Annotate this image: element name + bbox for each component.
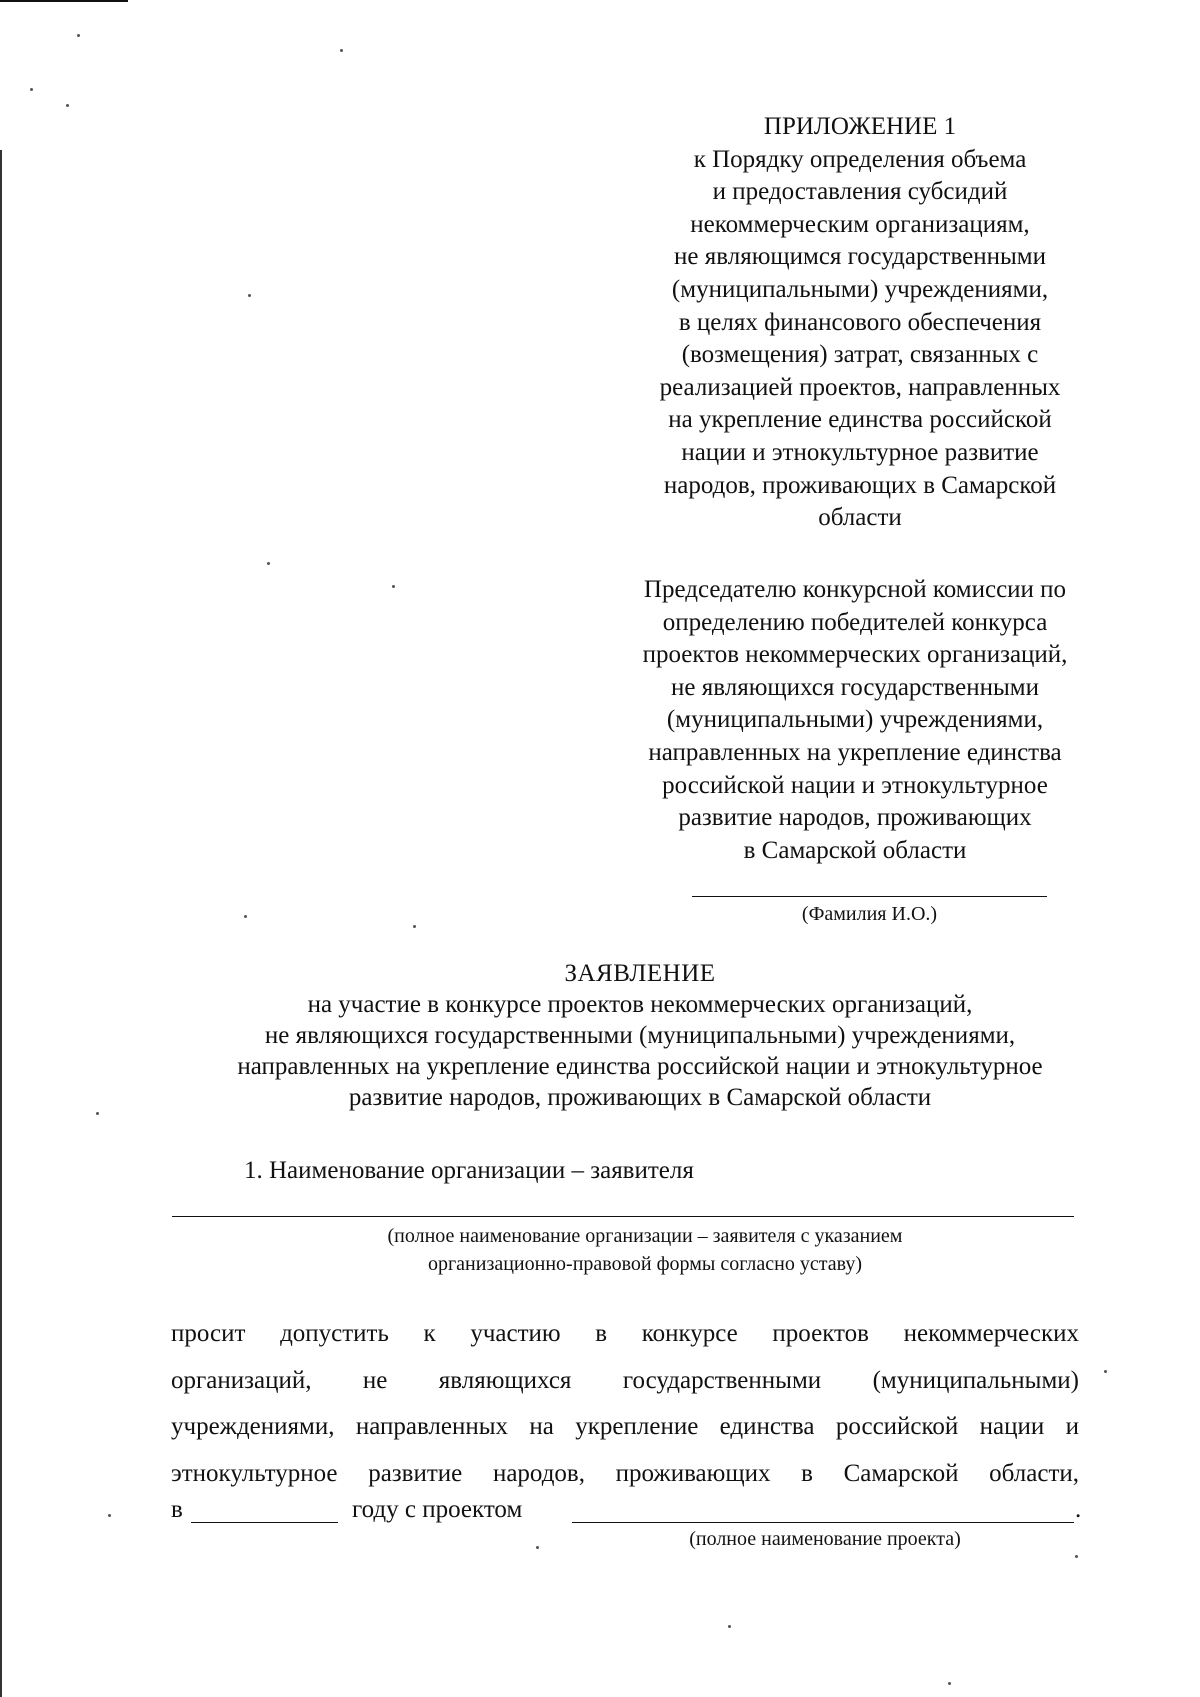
appendix-line: и предоставления субсидий [712,178,1008,206]
statement-subtitle-line: развитие народов, проживающих в Самарской области [348,1084,932,1111]
organization-name-blank[interactable] [172,1216,1074,1217]
scan-speck [108,1514,111,1517]
organization-caption-line: организационно-правовой формы согласно уставу) [427,1253,863,1275]
paragraph-line: этнокультурное развитие народов, проживающих в Самарской области, [171,1459,1079,1487]
addressee-line: Председателю конкурсной комиссии по [643,576,1067,603]
scan-speck [728,1625,731,1628]
scan-speck [392,585,395,588]
year-prefix: в [171,1496,183,1523]
appendix-line: некоммерческим организациям, [690,210,1030,238]
scan-speck [1075,1555,1078,1558]
scan-speck [948,1682,951,1685]
sentence-end-mark: . [1075,1496,1082,1523]
addressee-line: определению победителей конкурса [662,608,1048,636]
paragraph-line: просит допустить к участию в конкурсе проектов некоммерческих [171,1320,1079,1347]
year-project-row [171,1492,1091,1528]
statement-subtitle-line: направленных на укрепление единства российской нации и этнокультурное [237,1053,1043,1080]
addressee-line: развитие народов, проживающих [678,804,1032,832]
scan-speck [340,49,343,52]
statement-subtitle-line: на участие в конкурсе проектов некоммерческих организаций, [307,991,973,1018]
appendix-title: ПРИЛОЖЕНИЕ 1 [763,113,957,140]
addressee-line: направленных на укрепление единства [648,738,1062,766]
scan-speck [96,1112,99,1115]
addressee-line: российской нации и этнокультурное [662,771,1048,799]
scan-speck [244,915,247,918]
appendix-line: (муниципальными) учреждениями, [671,275,1049,303]
request-paragraph [171,1311,1079,1497]
project-name-caption: (полное наименование проекта) [689,1528,961,1550]
year-blank[interactable] [191,1522,338,1523]
statement-subtitle-line: не являющихся государственными (муниципальными) учреждениями, [264,1022,1016,1049]
addressee-line: проектов некоммерческих организаций, [642,641,1068,669]
scan-speck [66,104,69,107]
appendix-line: народов, проживающих в Самарской [663,471,1057,499]
appendix-line: (возмещения) затрат, связанных с [681,341,1039,369]
chairman-name-caption: (Фамилия И.О.) [801,903,938,925]
appendix-line: области [818,504,902,532]
addressee-line: (муниципальными) учреждениями, [666,706,1044,734]
scan-speck [1104,1370,1107,1373]
appendix-header [620,111,1100,535]
scan-speck [267,562,270,565]
appendix-line: не являющимся государственными [674,243,1046,271]
scan-speck [30,88,33,91]
scan-speck [536,1546,539,1549]
addressee-block [605,574,1105,867]
addressee-line: не являющихся государственными [671,673,1039,701]
scan-speck [413,925,416,928]
paragraph-line: учреждениями, направленных на укрепление единства российской нации и [171,1413,1079,1440]
chairman-name-blank[interactable] [692,896,1047,897]
appendix-line: в целях финансового обеспечения [678,308,1042,336]
organization-name-caption [240,1222,1050,1278]
addressee-line: в Самарской области [743,836,967,864]
statement-heading [160,958,1120,1113]
appendix-line: на укрепление единства российской [668,406,1052,434]
appendix-line: нации и этнокультурное развитие [681,438,1039,466]
scan-corner-line [0,0,128,2]
statement-title: ЗАЯВЛЕНИЕ [564,960,716,987]
appendix-line: реализацией проектов, направленных [659,373,1061,401]
organization-name-label: 1. Наименование организации – заявителя [244,1157,694,1184]
paragraph-line: организаций, не являющихся государственными (муниципальными) [171,1366,1079,1394]
scan-speck [77,34,80,37]
scan-speck [248,294,251,297]
project-name-blank[interactable] [572,1522,1074,1523]
organization-caption-line: (полное наименование организации – заявителя с указанием [387,1225,903,1247]
scan-edge-line [0,150,2,1697]
appendix-line: к Порядку определения объема [693,145,1027,173]
year-project-text: году с проектом [352,1496,523,1523]
